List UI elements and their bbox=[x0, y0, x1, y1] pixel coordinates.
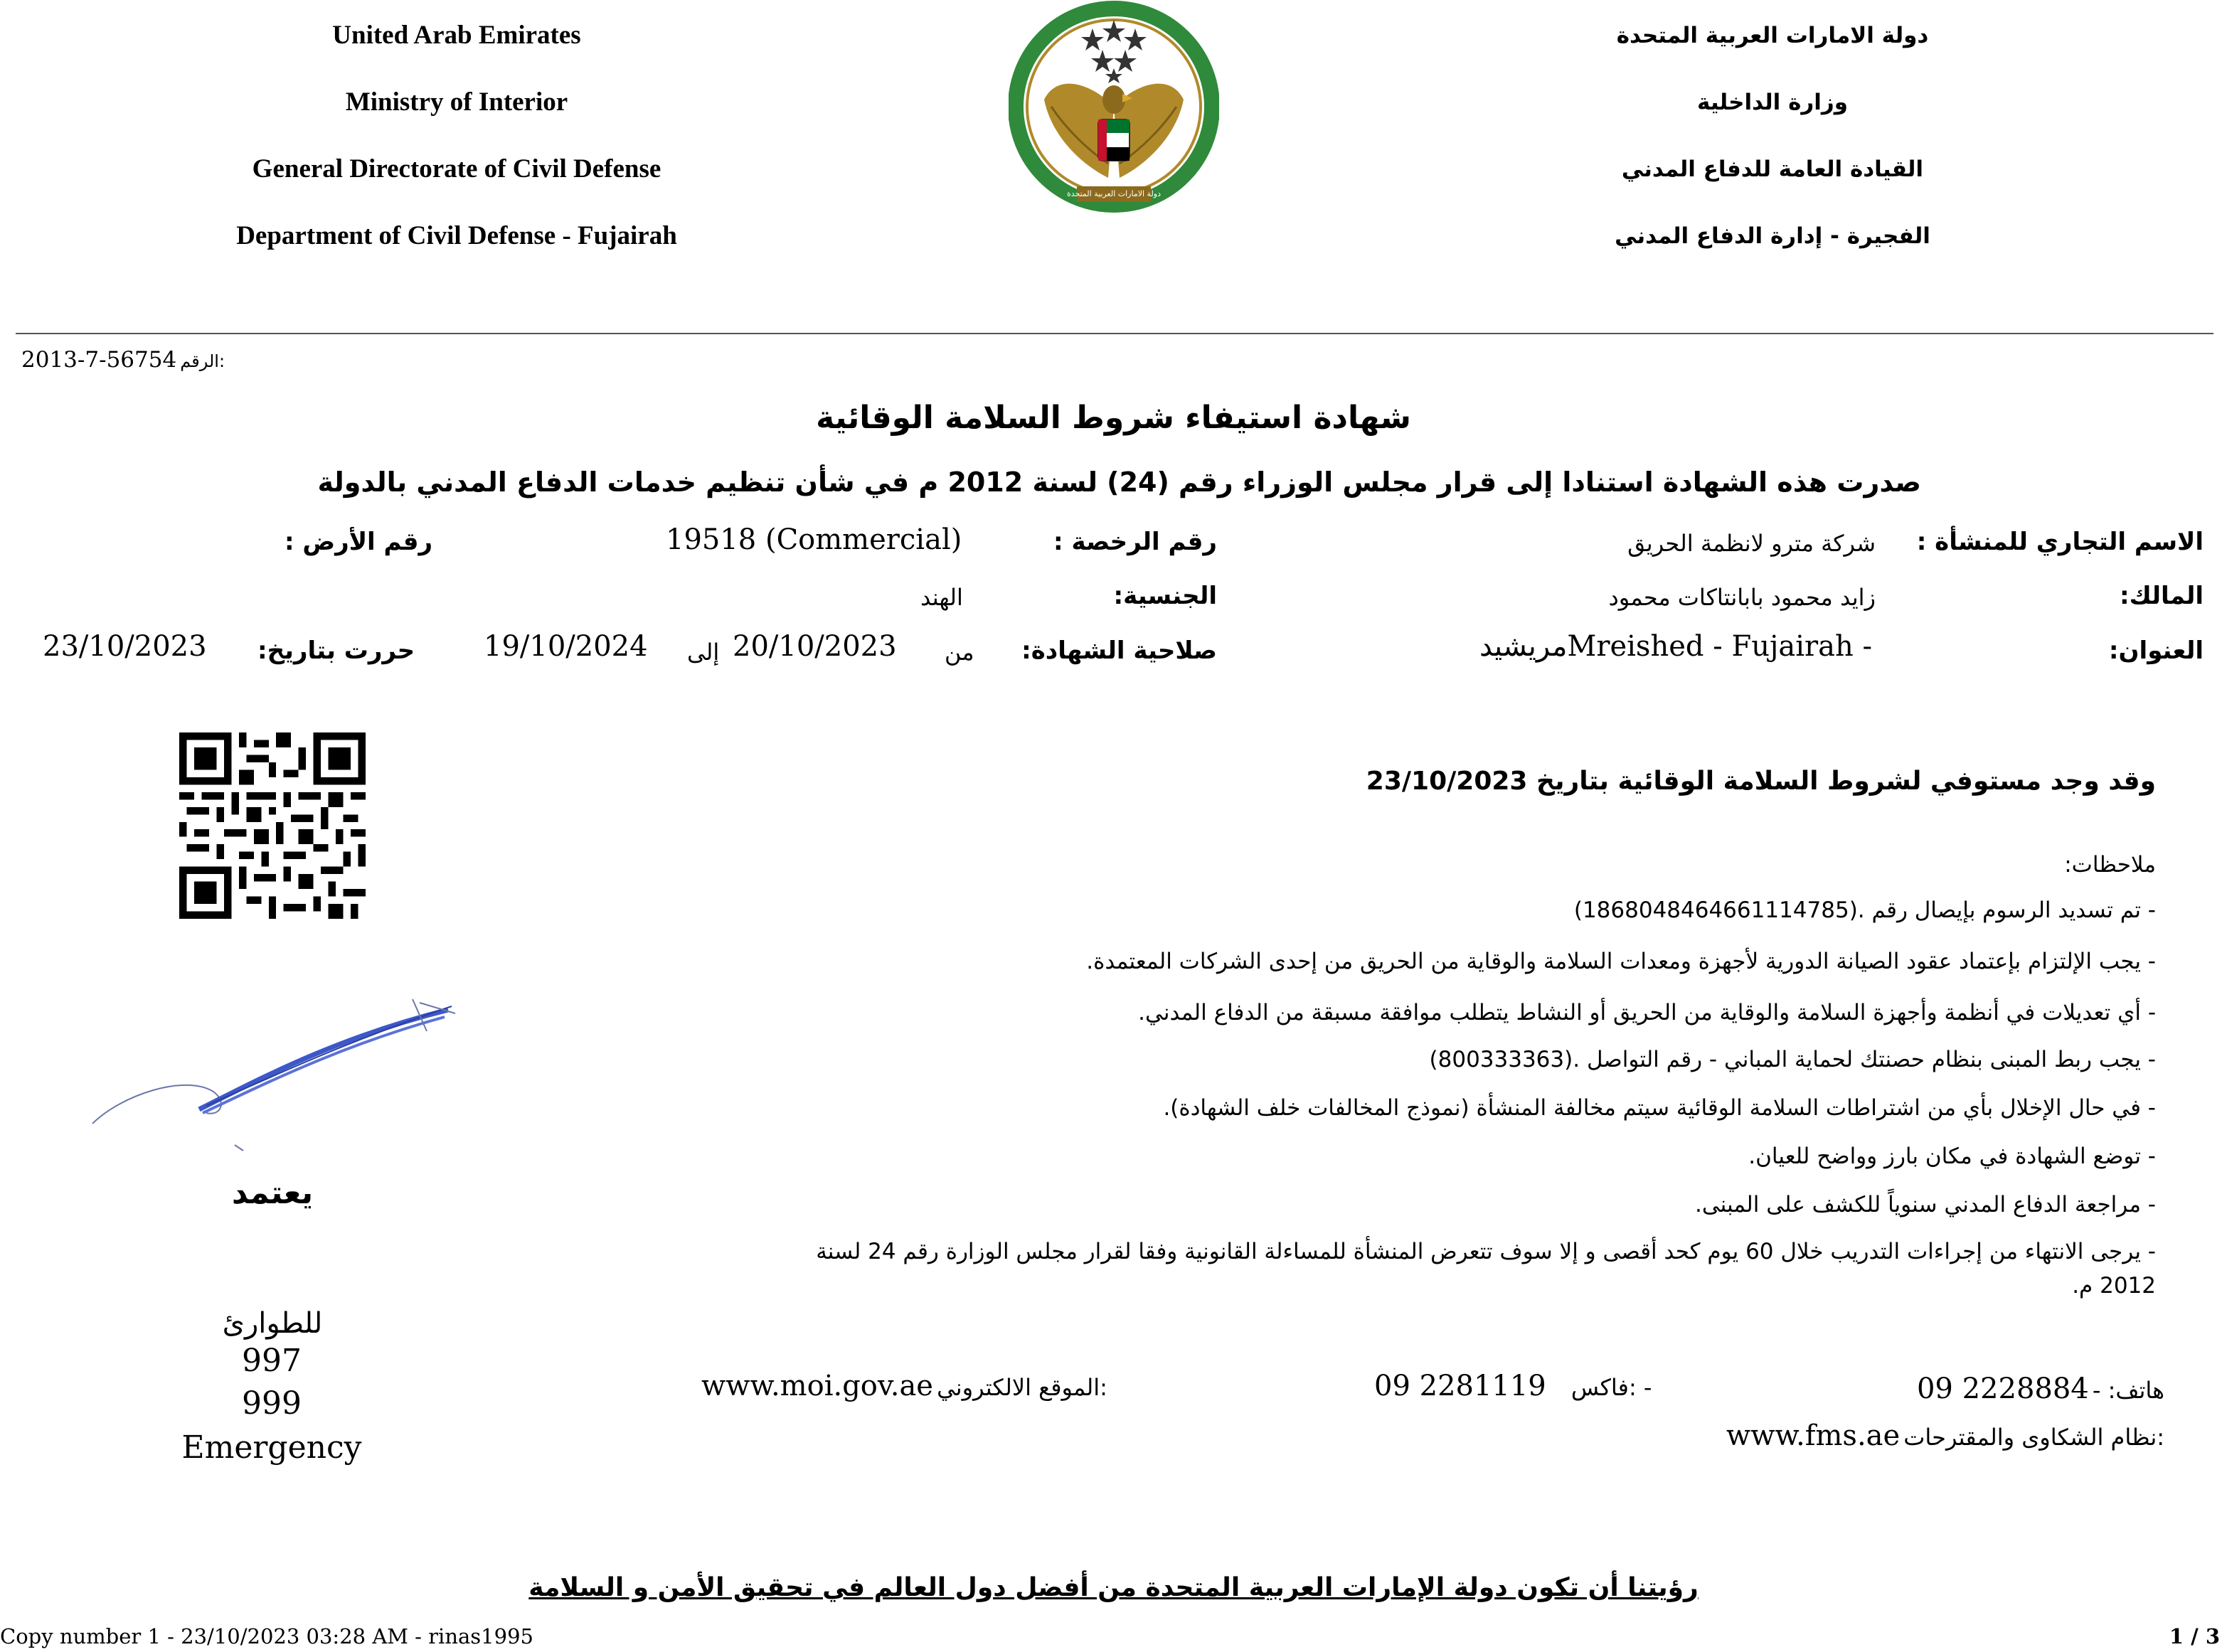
certificate-subtitle: صدرت هذه الشهادة استنادا إلى قرار مجلس الوزراء رقم (24) لسنة 2012 م في شأن تنظيم خدمات الدفاع المدني بالدولة bbox=[317, 467, 1921, 498]
owner-value: زايد محمود بابانتاكات محمود bbox=[1608, 584, 1876, 611]
header-en-ministry: Ministry of Interior bbox=[345, 87, 568, 117]
trade-name-value: شركة مترو لانظمة الحريق bbox=[1627, 530, 1876, 557]
phone-label: هاتف: - bbox=[2092, 1377, 2164, 1404]
qr-code bbox=[179, 732, 366, 919]
emergency-ar-label: للطوارئ bbox=[222, 1307, 323, 1340]
reference-label: الرقم: bbox=[180, 351, 225, 371]
issued-date-value: 23/10/2023 bbox=[43, 630, 207, 663]
emblem-caption: دولة الامارات العربية المتحدة bbox=[1066, 189, 1162, 198]
trade-name-label: الاسم التجاري للمنشأة : bbox=[1916, 528, 2204, 556]
address-label: العنوان: bbox=[2108, 636, 2204, 665]
emergency-number-999: 999 bbox=[242, 1385, 302, 1422]
emergency-en-label: Emergency bbox=[181, 1429, 362, 1466]
note-item: - مراجعة الدفاع المدني سنوياً للكشف على المبنى. bbox=[1694, 1192, 2156, 1217]
validity-to-label: إلى bbox=[687, 639, 720, 666]
fax-label: فاكس: - bbox=[1570, 1374, 1652, 1401]
header-en-country: United Arab Emirates bbox=[332, 21, 581, 50]
note-item: - يجب ربط المبنى بنظام حصنتك لحماية المباني - رقم التواصل .(800333363) bbox=[1429, 1047, 2156, 1072]
validity-from-date: 20/10/2023 bbox=[733, 630, 897, 663]
land-number-label: رقم الأرض : bbox=[285, 528, 433, 556]
note-item: - يجب الإلتزام بإعتماد عقود الصيانة الدورية لأجهزة ومعدات السلامة والوقاية من الحريق من إحدى الشركات المعتمدة. bbox=[1086, 949, 2156, 974]
header-ar-directorate: القيادة العامة للدفاع المدني bbox=[1621, 156, 1924, 182]
approved-label: يعتمد bbox=[231, 1175, 314, 1211]
note-item-continued: 2012 م. bbox=[2072, 1273, 2156, 1299]
note-item: - تم تسديد الرسوم بإيصال رقم .(1868048464661114785) bbox=[1573, 897, 2156, 923]
complaints-value[interactable]: www.fms.ae bbox=[1726, 1419, 1901, 1452]
website-info bbox=[701, 1370, 1107, 1402]
reference-value: 2013-7-56754 bbox=[21, 347, 177, 373]
phone-value: 09 2228884 bbox=[1916, 1373, 2089, 1405]
nationality-value: الهند bbox=[920, 584, 963, 611]
license-label: رقم الرخصة : bbox=[1053, 528, 1217, 556]
note-item: - توضع الشهادة في مكان بارز وواضح للعيان. bbox=[1748, 1144, 2156, 1169]
validity-from-label: من bbox=[945, 639, 974, 666]
signature bbox=[78, 988, 477, 1173]
validity-label: صلاحية الشهادة: bbox=[1021, 636, 1217, 665]
emergency-number-997: 997 bbox=[242, 1343, 302, 1379]
note-item: - يرجى الانتهاء من إجراءات التدريب خلال 60 يوم كحد أقصى و إلا سوف تتعرض المنشأة للمساءلة القانونية وفقا لقرار مجلس الوزارة رقم 24 لسنة bbox=[816, 1239, 2156, 1264]
address-value: مريشيدMreished - Fujairah - bbox=[1479, 630, 1872, 663]
complaints-info bbox=[1726, 1419, 2164, 1452]
vision-statement: رؤيتنا أن تكون دولة الإمارات العربية المتحدة من أفضل دول العالم في تحقيق الأمن و السلامة bbox=[528, 1573, 1699, 1602]
complaints-label: نظام الشكاوى والمقترحات: bbox=[1903, 1424, 2164, 1451]
page-number: 1 / 3 bbox=[2169, 1624, 2220, 1648]
fax-info bbox=[1374, 1370, 1652, 1402]
header-ar-ministry: وزارة الداخلية bbox=[1697, 90, 1848, 115]
header-en-department: Department of Civil Defense - Fujairah bbox=[236, 221, 677, 250]
website-value[interactable]: www.moi.gov.ae bbox=[701, 1370, 933, 1402]
header-en-directorate: General Directorate of Civil Defense bbox=[252, 154, 661, 183]
website-label: الموقع الالكتروني: bbox=[937, 1374, 1107, 1401]
certificate-title: شهادة استيفاء شروط السلامة الوقائية bbox=[816, 400, 1411, 436]
reference-number bbox=[21, 347, 225, 373]
header-divider bbox=[16, 333, 2213, 334]
note-item: - في حال الإخلال بأي من اشتراطات السلامة الوقائية سيتم مخالفة المنشأة (نموذج المخالفات خلف الشهادة). bbox=[1163, 1095, 2156, 1121]
nationality-label: الجنسية: bbox=[1113, 582, 1217, 610]
issued-date-label: حررت بتاريخ: bbox=[257, 636, 415, 665]
owner-label: المالك: bbox=[2119, 582, 2204, 610]
phone-info bbox=[1917, 1373, 2164, 1405]
fax-value: 09 2281119 bbox=[1374, 1370, 1546, 1402]
notes-title: ملاحظات: bbox=[2064, 852, 2156, 878]
header-ar-country: دولة الامارات العربية المتحدة bbox=[1616, 23, 1929, 48]
license-value: 19518 (Commercial) bbox=[666, 523, 962, 556]
validity-to-date: 19/10/2024 bbox=[484, 630, 648, 663]
note-item: - أي تعديلات في أنظمة وأجهزة السلامة والوقاية من الحريق أو النشاط يتطلب موافقة مسبقة من الدفاع المدني. bbox=[1138, 1000, 2156, 1025]
copy-number: Copy number 1 - 23/10/2023 03:28 AM - rinas1995 bbox=[0, 1624, 533, 1648]
compliance-statement: وقد وجد مستوفي لشروط السلامة الوقائية بتاريخ 23/10/2023 bbox=[1366, 767, 2156, 796]
header-ar-department: الفجيرة - إدارة الدفاع المدني bbox=[1615, 223, 1930, 249]
